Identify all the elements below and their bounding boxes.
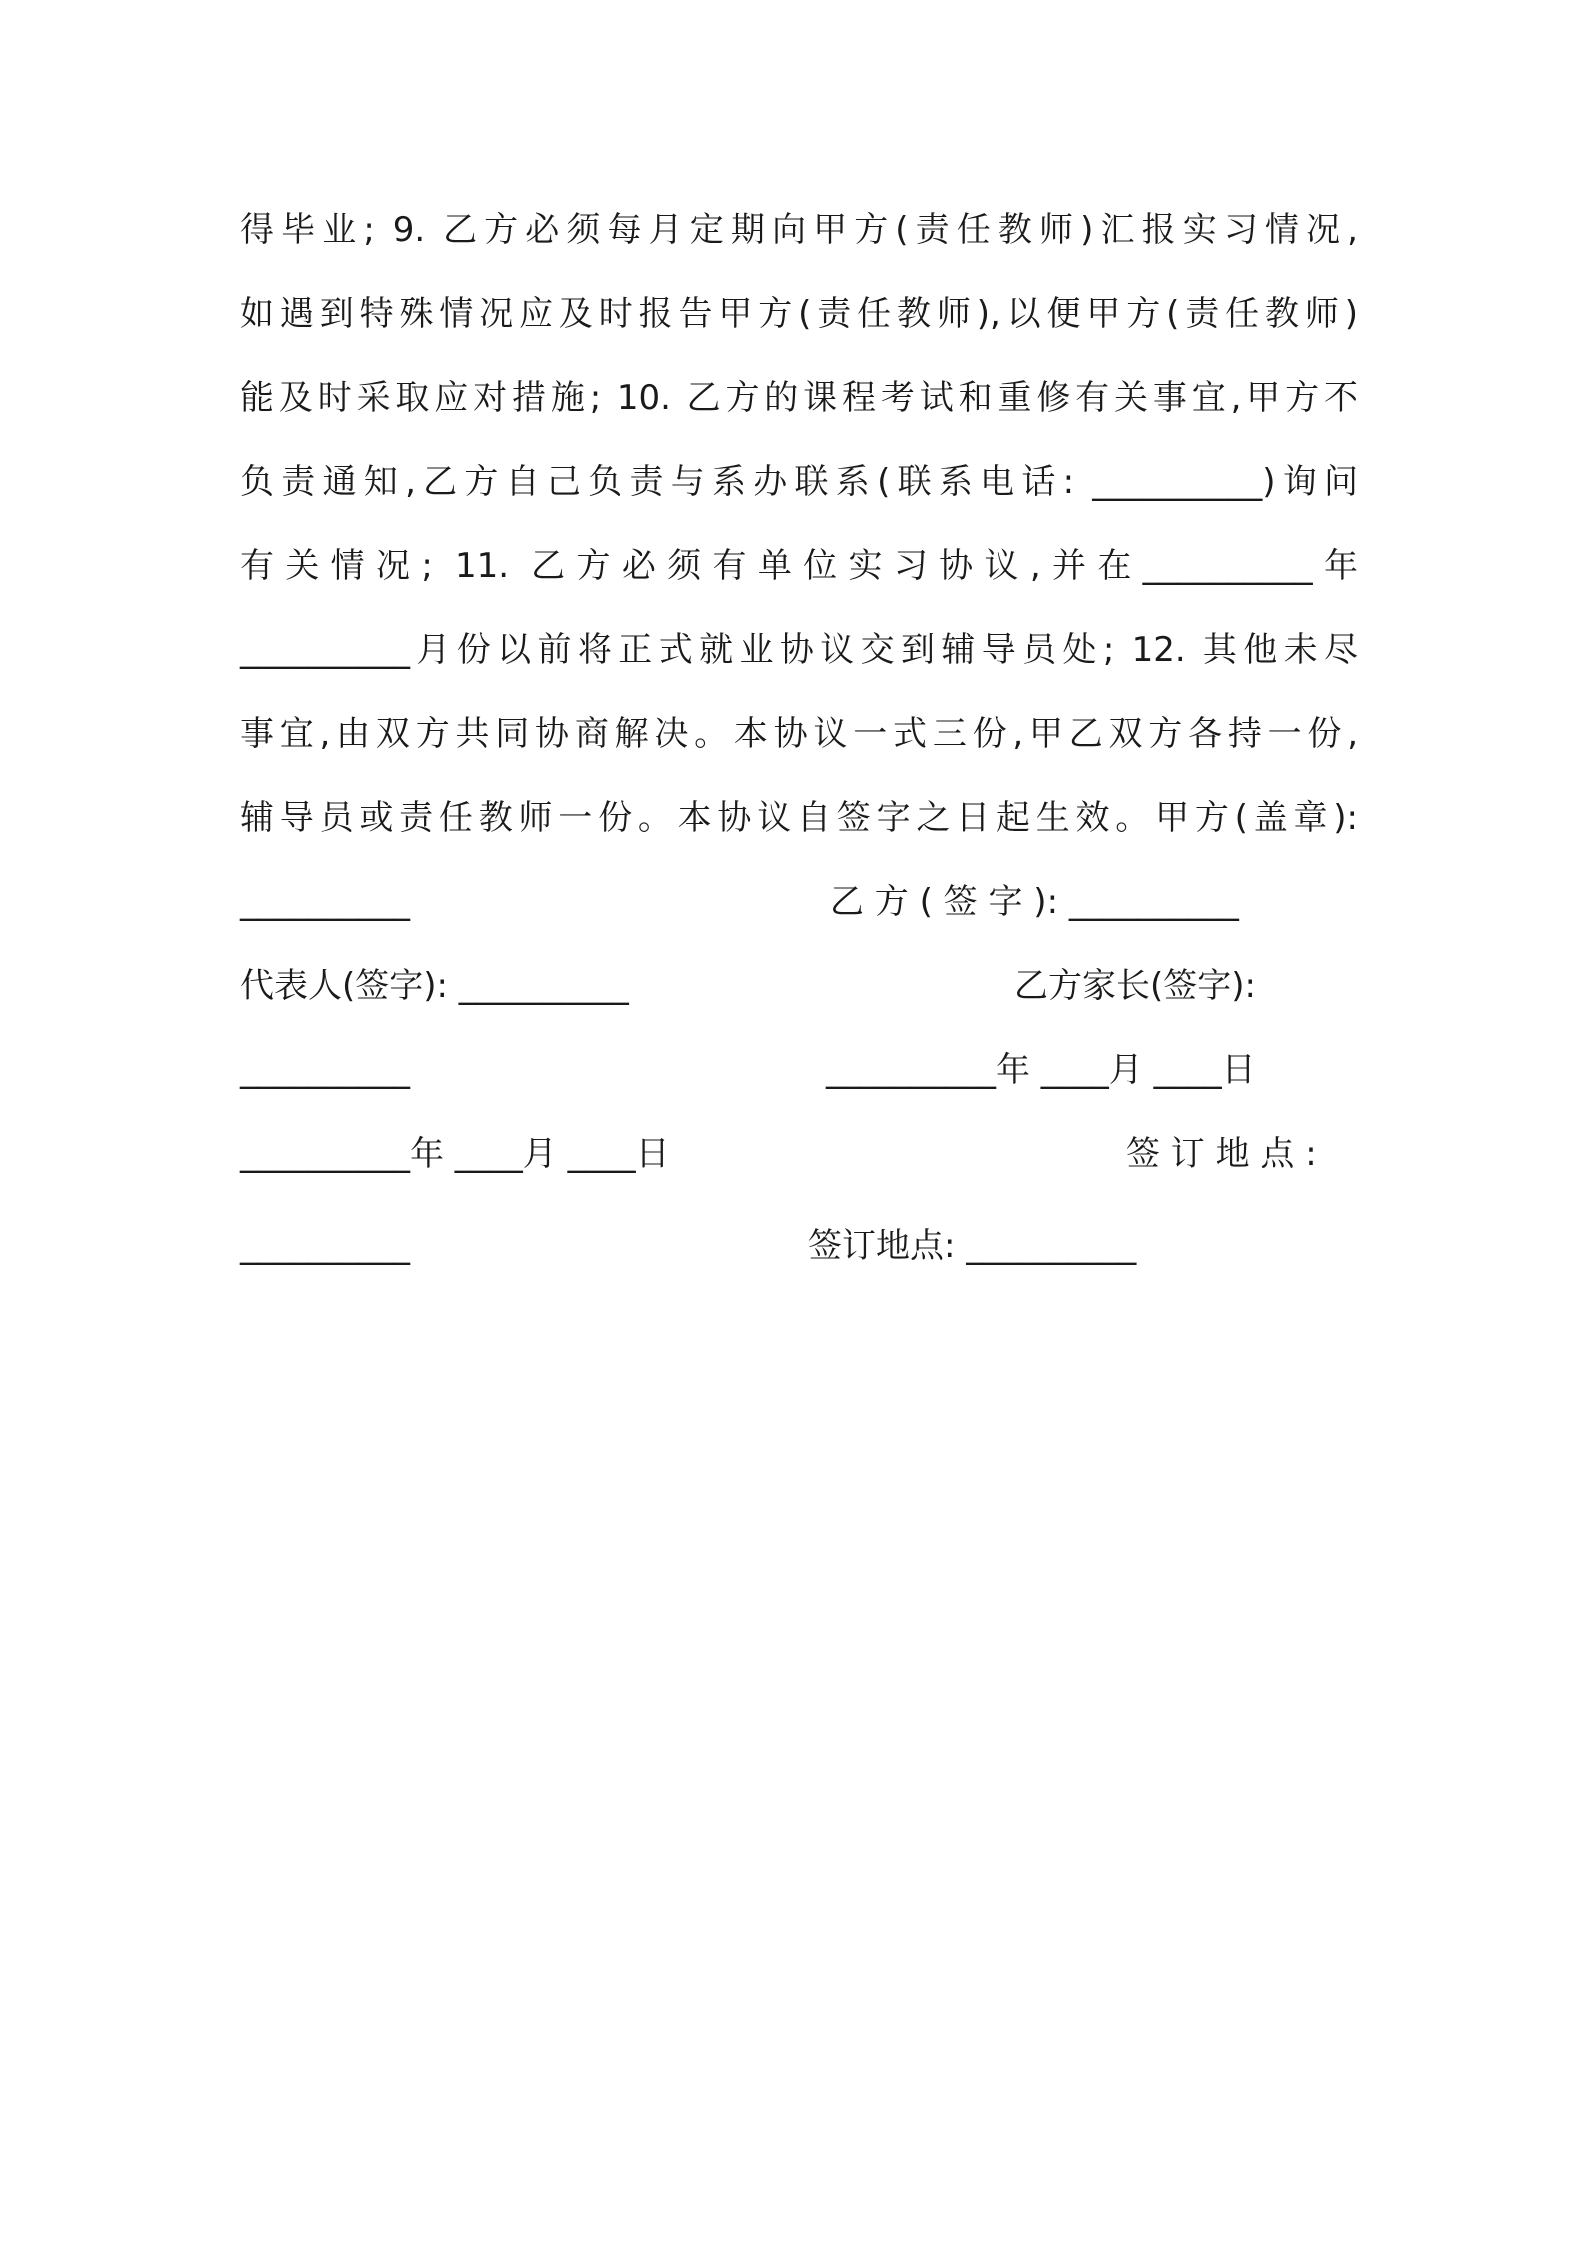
- representative-blank: __________: [240, 1050, 410, 1090]
- body-line-1: 得毕业; 9. 乙方必须每月定期向甲方(责任教师)汇报实习情况,: [240, 210, 1358, 250]
- representative-signature: 代表人(签字): __________: [240, 966, 629, 1006]
- body-line-6: __________月份以前将正式就业协议交到辅导员处; 12. 其他未尽: [240, 630, 1358, 670]
- party-b-parent-signature-label: 乙方家长(签字):: [1014, 966, 1256, 1006]
- signing-place-b: 签订地点: __________: [808, 1226, 1137, 1266]
- party-a-seal-blank: __________: [240, 882, 410, 922]
- party-a-date: __________年 ____月 ____日: [240, 1134, 670, 1174]
- body-line-2: 如遇到特殊情况应及时报告甲方(责任教师),以便甲方(责任教师): [240, 294, 1358, 334]
- body-line-4: 负责通知,乙方自己负责与系办联系(联系电话: __________)询问: [240, 462, 1358, 502]
- body-line-3: 能及时采取应对措施; 10. 乙方的课程考试和重修有关事宜,甲方不: [240, 378, 1358, 418]
- body-line-5: 有关情况; 11. 乙方必须有单位实习协议,并在__________年: [240, 546, 1358, 586]
- party-b-date: __________年 ____月 ____日: [826, 1050, 1256, 1090]
- signing-place-blank-a: __________: [240, 1226, 410, 1266]
- party-b-signature: 乙 方 ( 签 字 ): __________: [830, 882, 1239, 922]
- body-line-7: 事宜,由双方共同协商解决。本协议一式三份,甲乙双方各持一份,: [240, 714, 1358, 754]
- signing-place-label-a: 签 订 地 点 :: [1126, 1134, 1317, 1174]
- body-line-8: 辅导员或责任教师一份。本协议自签字之日起生效。甲方(盖章):: [240, 798, 1358, 838]
